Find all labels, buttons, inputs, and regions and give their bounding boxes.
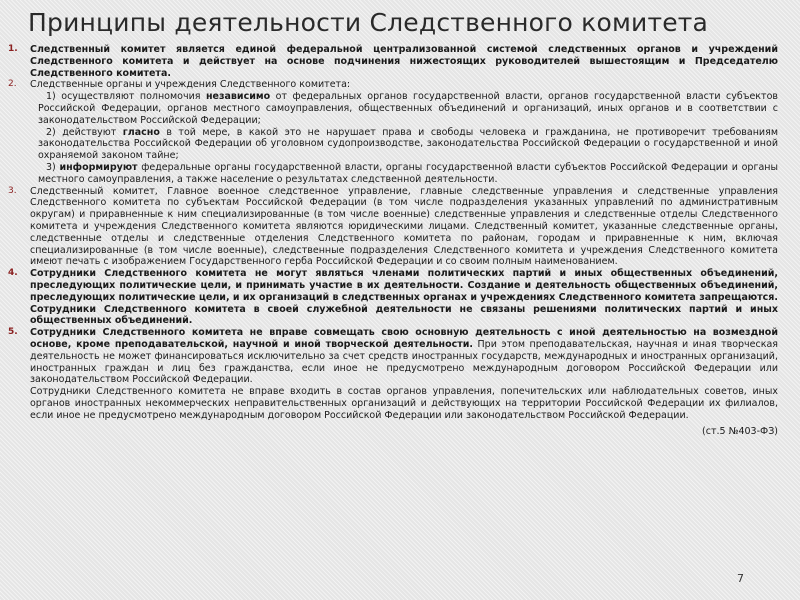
list-item-text-2: Сотрудники Следственного комитета не вправе входить в состав органов управления, попечительских или наблюдательных советов, иных органов иностранных некоммерческих неправительственных организаций и действующих на территории Российской Федерации их филиалов, если иное не предусмотрено международным договором Российской Федерации или законодательством Российской Федерации. [30,386,778,421]
list-marker: 4. [8,268,18,279]
slide-title: Принципы деятельности Следственного комитета [28,8,709,37]
list-marker: 2. [8,79,17,90]
list-item-2 [8,79,778,185]
page-number: 7 [737,572,744,585]
sub-item-2: 2) действуют гласно в той мере, в какой это не нарушает права и свободы человека и гражданина, не противоречит требованиям законодательства Российской Федерации об уголовном судопроизводстве, законодательства Российской Федерации о государственной и иной охраняемой законом тайне; [38,126,778,162]
sub-item-3: 3) информируют федеральные органы государственной власти, органы государственной власти субъектов Российской Федерации и органы местного самоуправления, а также население о результатах следственной деятельности. [38,161,778,185]
content [8,44,778,437]
sub-item-1: 1) осуществляют полномочия независимо от федеральных органов государственной власти, органов государственной власти субъектов Российской Федерации, органов местного самоуправления, общественных объединений и организаций, иных органов и в соответствии с законодательством Российской Федерации; [38,91,778,126]
list-item-text: Сотрудники Следственного комитета не вправе совмещать свою основную деятельность с иной деятельностью на возмездной основе, кроме преподавательской, научной и иной творческой деятельности. При этом преподавательская, научная и иная творческая деятельность не может финансироваться исключительно за счет средств иностранных государств, международных и иностранных организаций, иностранных граждан и лиц без гражданства, если иное не предусмотрено международным договором Российской Федерации или законодательством Российской Федерации. [30,327,778,386]
list-marker: 1. [8,44,18,54]
list-item-1 [8,44,778,79]
citation: (ст.5 №403-ФЗ) [702,425,778,437]
sub-list [30,91,778,185]
list-marker: 5. [8,327,18,338]
list-item-4 [8,268,778,327]
list-item-3 [8,186,778,269]
list-item-lead: Следственные органы и учреждения Следственного комитета: [30,79,351,91]
list-item-text: Следственный комитет является единой федеральной централизованной системой следственных органов и учреждений Следственного комитета и действует на основе подчинения нижестоящих руководителей вышестоящим и Председателю Следственного комитета. [30,44,778,79]
list-item-text: Сотрудники Следственного комитета не могут являться членами политических партий и иных общественных объединений, преследующих политические цели, и принимать участие в их деятельности. Создание и деятельность общественных объединений, преследующих политические цели, и их организаций в следственных органах и учреждениях Следственного комитета запрещаются. Сотрудники Следственного комитета в своей служебной деятельности не связаны решениями политических партий и иных общественных объединений. [30,268,778,327]
list-item-5 [8,327,778,437]
list-marker: 3. [8,185,17,196]
list-item-text: Следственный комитет, Главное военное следственное управление, главные следственные управления и следственные управления Следственного комитета по субъектам Российской Федерации (в том числе подразделения указанных управлений по административным округам) и приравненные к ним специализированные (в том числе военные) следственные управления и следственные отделы Следственного комитета и учреждения Следственного комитета являются юридическими лицами. Следственный комитет, указанные следственные органы, следственные отделы и следственные отделения Следственного комитета по районам, городам и приравненные к ним, включая специализированные (в том числе военные), следственные подразделения Следственного комитета и учреждения Следственного комитета имеют печать с изображением Государственного герба Российской Федерации и со своим полным наименованием. [30,185,778,268]
